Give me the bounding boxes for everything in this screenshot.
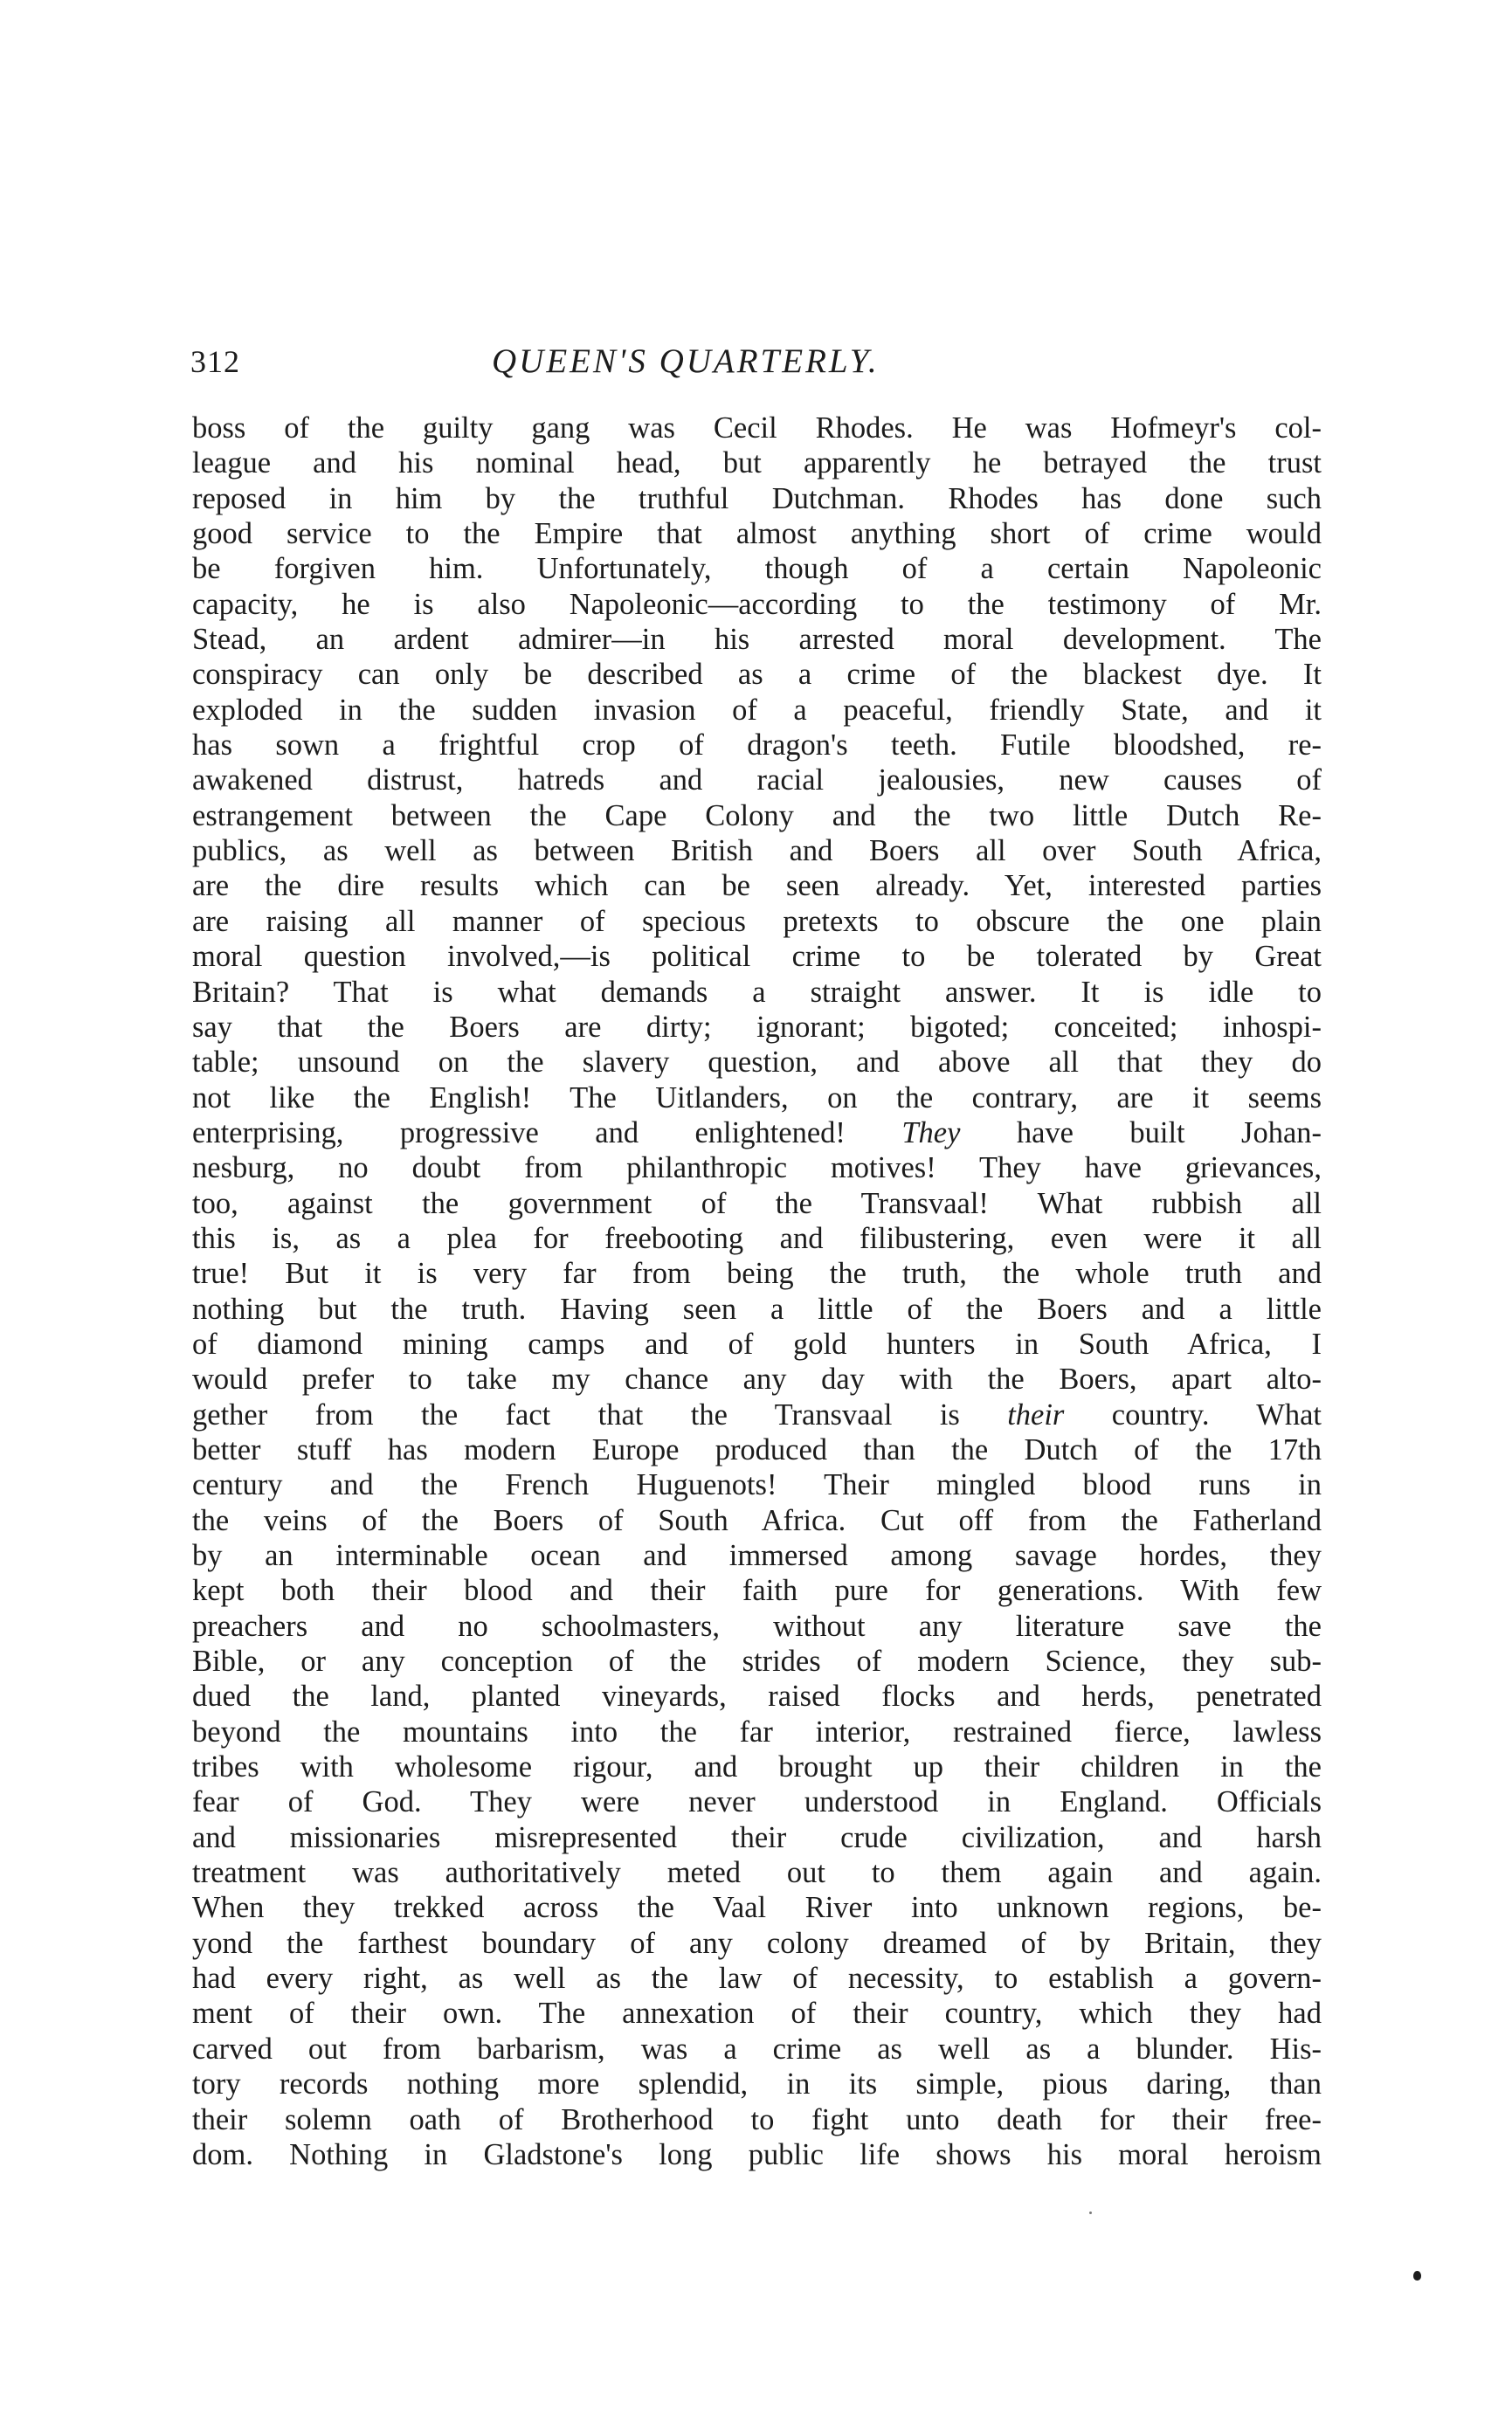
text-line: table; unsound on the slavery question, and above all that they do: [192, 1045, 1322, 1080]
text-line: ment of their own. The annexation of their country, which they had: [192, 1997, 1322, 2031]
text-line: capacity, he is also Napoleonic—according to the testimony of Mr.: [192, 587, 1322, 621]
text-line: dom. Nothing in Gladstone's long public life shows his moral heroism: [192, 2137, 1322, 2171]
text-line: moral question involved,—is political crime to be tolerated by Great: [192, 940, 1322, 974]
text-line: reposed in him by the truthful Dutchman. Rhodes has done such: [192, 481, 1322, 515]
text-line: boss of the guilty gang was Cecil Rhodes. He was Hofmeyr's col-: [192, 411, 1322, 445]
text-line: this is, as a plea for freebooting and filibustering, even were it all: [192, 1221, 1322, 1255]
text-line: are raising all manner of specious pretexts to obscure the one plain: [192, 904, 1322, 938]
journal-title: QUEEN'S QUARTERLY.: [492, 342, 880, 380]
text-line: not like the English! The Uitlanders, on the contrary, are it seems: [192, 1080, 1322, 1114]
text-line: say that the Boers are dirty; ignorant; bigoted; conceited; inhospi-: [192, 1010, 1322, 1044]
text-line: treatment was authoritatively meted out to them again and again.: [192, 1856, 1322, 1890]
text-line: are the dire results which can be seen already. Yet, interested parties: [192, 869, 1322, 903]
text-line: by an interminable ocean and immersed among savage hordes, they: [192, 1539, 1322, 1572]
text-line: Britain? That is what demands a straight answer. It is idle to: [192, 975, 1322, 1009]
text-line: tory records nothing more splendid, in its simple, pious daring, than: [192, 2067, 1322, 2101]
text-line: dued the land, planted vineyards, raised flocks and herds, penetrated: [192, 1680, 1322, 1714]
text-line: and missionaries misrepresented their crude civilization, and harsh: [192, 1820, 1322, 1854]
text-line: nesburg, no doubt from philanthropic motives! They have grievances,: [192, 1151, 1322, 1185]
text-line: gether from the fact that the Transvaal is their country. What: [192, 1397, 1322, 1432]
text-line: had every right, as well as the law of necessity, to establish a govern-: [192, 1962, 1322, 1996]
body-text: [192, 411, 1322, 2172]
text-line: Bible, or any conception of the strides of modern Science, they sub-: [192, 1645, 1322, 1679]
ink-blot: [1413, 2271, 1421, 2281]
text-line: exploded in the sudden invasion of a peaceful, friendly State, and it: [192, 693, 1322, 727]
text-line: better stuff has modern Europe produced than the Dutch of the 17th: [192, 1432, 1322, 1466]
text-line: would prefer to take my chance any day with the Boers, apart alto-: [192, 1363, 1322, 1397]
text-line: conspiracy can only be described as a crime of the blackest dye. It: [192, 658, 1322, 692]
text-line: league and his nominal head, but apparently he betrayed the trust: [192, 446, 1322, 480]
text-line: their solemn oath of Brotherhood to fight unto death for their free-: [192, 2102, 1322, 2136]
text-line: good service to the Empire that almost anything short of crime would: [192, 517, 1322, 551]
text-line: When they trekked across the Vaal River into unknown regions, be-: [192, 1891, 1322, 1925]
text-line: estrangement between the Cape Colony and the two little Dutch Re-: [192, 798, 1322, 832]
print-speck: [1089, 2212, 1092, 2214]
text-line: the veins of the Boers of South Africa. Cut off from the Fatherland: [192, 1503, 1322, 1537]
text-line: fear of God. They were never understood in England. Officials: [192, 1785, 1322, 1819]
text-line: of diamond mining camps and of gold hunters in South Africa, I: [192, 1327, 1322, 1361]
text-line: enterprising, progressive and enlightened! They have built Johan-: [192, 1115, 1322, 1149]
text-line: too, against the government of the Transvaal! What rubbish all: [192, 1186, 1322, 1220]
text-line: awakened distrust, hatreds and racial jealousies, new causes of: [192, 763, 1322, 797]
text-line: has sown a frightful crop of dragon's teeth. Futile bloodshed, re-: [192, 728, 1322, 763]
text-line: be forgiven him. Unfortunately, though of a certain Napoleonic: [192, 552, 1322, 586]
page-number: 312: [190, 344, 240, 379]
text-line: beyond the mountains into the far interior, restrained fierce, lawless: [192, 1715, 1322, 1749]
text-line: preachers and no schoolmasters, without any literature save the: [192, 1609, 1322, 1643]
text-line: Stead, an ardent admirer—in his arrested moral development. The: [192, 623, 1322, 657]
text-line: yond the farthest boundary of any colony dreamed of by Britain, they: [192, 1926, 1322, 1960]
text-line: publics, as well as between British and Boers all over South Africa,: [192, 834, 1322, 868]
text-line: century and the French Huguenots! Their mingled blood runs in: [192, 1468, 1322, 1502]
text-line: tribes with wholesome rigour, and brought up their children in the: [192, 1750, 1322, 1784]
text-line: true! But it is very far from being the truth, the whole truth and: [192, 1257, 1322, 1291]
text-line: carved out from barbarism, was a crime as well as a blunder. His-: [192, 2032, 1322, 2066]
running-head: [190, 335, 1322, 388]
text-line: kept both their blood and their faith pure for generations. With few: [192, 1574, 1322, 1608]
text-line: nothing but the truth. Having seen a little of the Boers and a little: [192, 1292, 1322, 1326]
